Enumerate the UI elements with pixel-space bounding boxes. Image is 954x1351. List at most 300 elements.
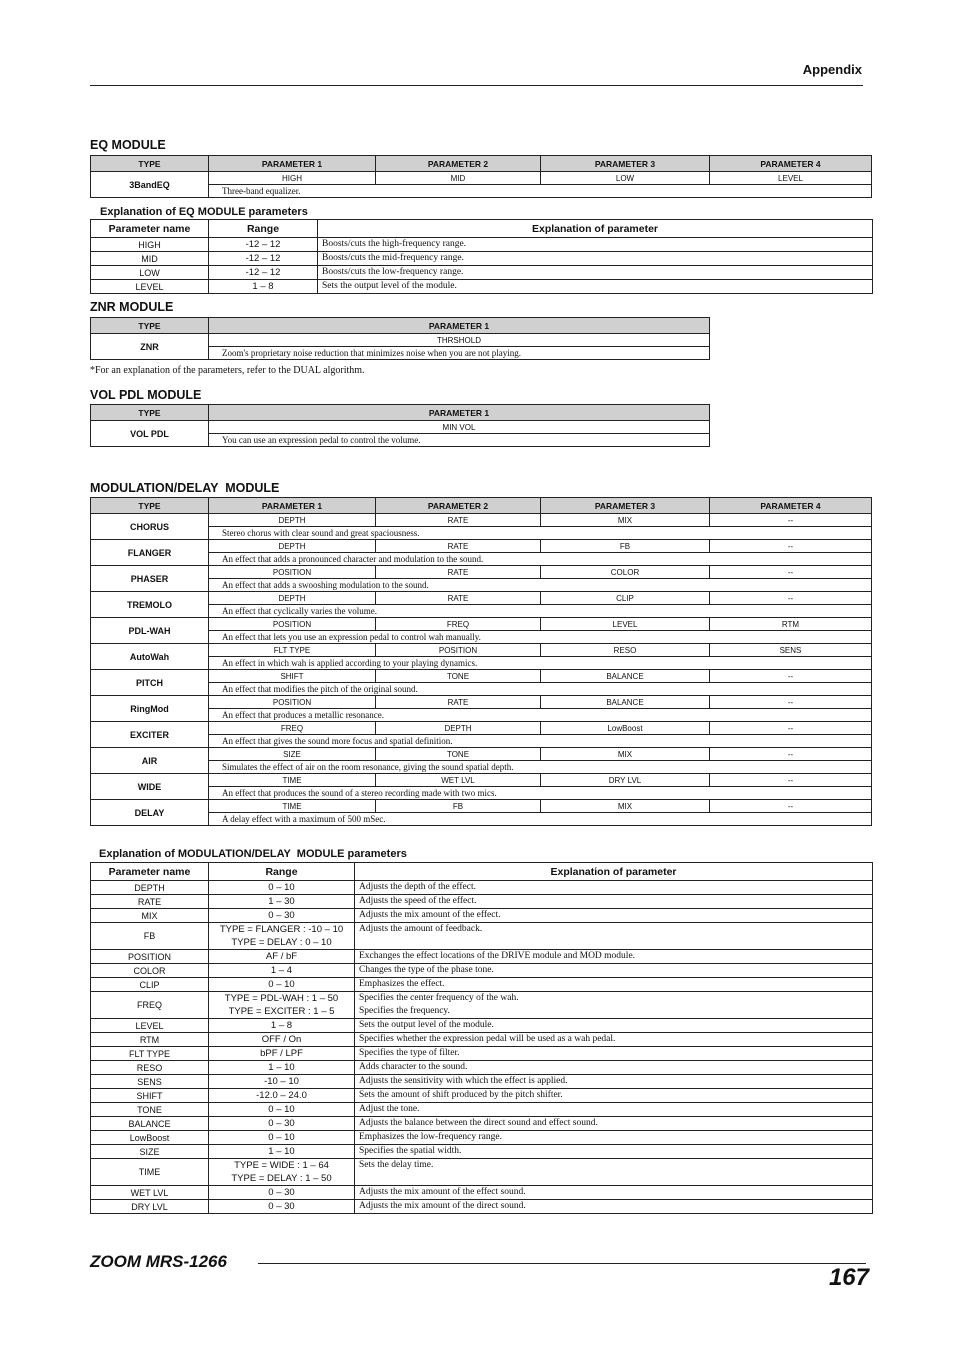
parameter-cell: MIN VOL — [209, 421, 710, 434]
parameter-cell: -- — [710, 670, 872, 683]
explanation-line: Adjust the tone. — [359, 1104, 420, 1114]
column-header: PARAMETER 1 — [209, 405, 710, 421]
parameter-range — [209, 1061, 355, 1075]
range-line: -12 – 12 — [245, 253, 281, 264]
range-line: 0 – 30 — [268, 1201, 295, 1212]
parameter-explanation — [355, 909, 873, 923]
parameter-cell: THRSHOLD — [209, 334, 710, 347]
table-row — [91, 1103, 873, 1117]
parameter-name: DRY LVL — [91, 1200, 209, 1214]
parameter-range — [209, 964, 355, 978]
explanation-line: Adjusts the amount of feedback. — [359, 924, 483, 934]
znr-note: *For an explanation of the parameters, refer to the DUAL algorithm. — [90, 365, 365, 376]
parameter-explanation — [355, 1186, 873, 1200]
parameter-cell: -- — [710, 800, 872, 813]
parameter-cell: -- — [710, 540, 872, 553]
parameter-explanation — [355, 1103, 873, 1117]
range-line: TYPE = PDL-WAH : 1 – 50 — [224, 993, 339, 1004]
parameter-name: RESO — [91, 1061, 209, 1075]
parameter-name: POSITION — [91, 950, 209, 964]
table-row — [91, 238, 873, 252]
parameter-cell: -- — [710, 722, 872, 735]
explanation-line: Adjusts the depth of the effect. — [359, 882, 476, 892]
effect-type-name: PDL-WAH — [91, 618, 209, 644]
range-line: 1 – 30 — [268, 896, 295, 907]
effect-description: An effect that lets you use an expression pedal to control wah manually. — [209, 631, 872, 644]
parameter-range — [209, 252, 318, 266]
table-row — [91, 1019, 873, 1033]
table-row — [91, 909, 873, 923]
parameter-cell: MIX — [541, 748, 710, 761]
parameter-name: LEVEL — [91, 1019, 209, 1033]
parameter-cell: TIME — [209, 774, 376, 787]
parameter-name: SIZE — [91, 1145, 209, 1159]
parameter-name: MID — [91, 252, 209, 266]
table-row — [91, 1061, 873, 1075]
parameter-cell: DEPTH — [209, 592, 376, 605]
effect-type-name: 3BandEQ — [91, 172, 209, 198]
table-row — [91, 334, 710, 347]
table-row — [91, 644, 872, 657]
parameter-cell: TIME — [209, 800, 376, 813]
parameter-cell: MIX — [541, 800, 710, 813]
explanation-line: Sets the output level of the module. — [359, 1020, 494, 1030]
table-row — [91, 1159, 873, 1186]
table-row — [91, 566, 872, 579]
column-header: PARAMETER 3 — [541, 498, 710, 514]
parameter-name: TONE — [91, 1103, 209, 1117]
parameter-explanation — [355, 1117, 873, 1131]
parameter-name: LEVEL — [91, 280, 209, 294]
parameter-name: LOW — [91, 266, 209, 280]
table-row — [91, 964, 873, 978]
table-row — [91, 1131, 873, 1145]
effect-description: An effect in which wah is applied according to your playing dynamics. — [209, 657, 872, 670]
parameter-name: FB — [91, 923, 209, 950]
table-row-description — [91, 709, 872, 722]
range-line: 1 – 10 — [268, 1062, 295, 1073]
effect-type-name: FLANGER — [91, 540, 209, 566]
parameter-cell: DRY LVL — [541, 774, 710, 787]
effect-description: Three-band equalizer. — [209, 185, 872, 198]
parameter-explanation — [355, 1200, 873, 1214]
effect-type-name: PHASER — [91, 566, 209, 592]
column-header: PARAMETER 2 — [376, 156, 541, 172]
table-row — [91, 748, 872, 761]
parameter-explanation — [318, 252, 873, 266]
parameter-cell: FB — [376, 800, 541, 813]
eq-type-table — [90, 155, 872, 198]
parameter-cell: POSITION — [209, 566, 376, 579]
parameter-range — [209, 909, 355, 923]
parameter-cell: FREQ — [376, 618, 541, 631]
parameter-cell: BALANCE — [541, 696, 710, 709]
column-header: PARAMETER 4 — [710, 498, 872, 514]
explanation-line: Adds character to the sound. — [359, 1062, 468, 1072]
effect-description: A delay effect with a maximum of 500 mSec. — [209, 813, 872, 826]
parameter-explanation — [355, 1047, 873, 1061]
table-row — [91, 1033, 873, 1047]
table-row — [91, 696, 872, 709]
parameter-cell: RESO — [541, 644, 710, 657]
table-row — [91, 514, 872, 527]
column-header: TYPE — [91, 318, 209, 334]
effect-description: An effect that produces a metallic resonance. — [209, 709, 872, 722]
table-row-description — [91, 631, 872, 644]
explanation-line: Specifies the frequency. — [359, 1006, 450, 1016]
parameter-name: HIGH — [91, 238, 209, 252]
parameter-explanation — [355, 1019, 873, 1033]
explanation-line: Adjusts the mix amount of the effect. — [359, 910, 501, 920]
parameter-name: FREQ — [91, 992, 209, 1019]
explanation-line: Changes the type of the phase tone. — [359, 965, 494, 975]
table-row — [91, 540, 872, 553]
effect-type-name: VOL PDL — [91, 421, 209, 447]
parameter-range — [209, 1075, 355, 1089]
parameter-cell: DEPTH — [376, 722, 541, 735]
parameter-cell: CLIP — [541, 592, 710, 605]
parameter-cell: HIGH — [209, 172, 376, 185]
parameter-name: RATE — [91, 895, 209, 909]
parameter-name: RTM — [91, 1033, 209, 1047]
parameter-cell: FB — [541, 540, 710, 553]
parameter-name: FLT TYPE — [91, 1047, 209, 1061]
parameter-cell: DEPTH — [209, 514, 376, 527]
table-row — [91, 1200, 873, 1214]
range-line: bPF / LPF — [260, 1048, 303, 1059]
footer-rule — [258, 1263, 866, 1264]
parameter-explanation — [318, 238, 873, 252]
table-row-description — [91, 761, 872, 774]
parameter-cell: RATE — [376, 514, 541, 527]
range-line: -12.0 – 24.0 — [256, 1090, 307, 1101]
mod-delay-parameter-table — [90, 862, 873, 1214]
parameter-cell: MIX — [541, 514, 710, 527]
table-row-description — [91, 605, 872, 618]
parameter-name: SENS — [91, 1075, 209, 1089]
parameter-range — [209, 238, 318, 252]
range-line: 1 – 8 — [252, 281, 274, 292]
effect-type-name: ZNR — [91, 334, 209, 360]
column-header: Parameter name — [91, 220, 209, 238]
parameter-cell: POSITION — [209, 618, 376, 631]
effect-description: An effect that adds a swooshing modulation to the sound. — [209, 579, 872, 592]
table-row-description — [91, 735, 872, 748]
explanation-line: Adjusts the speed of the effect. — [359, 896, 477, 906]
table-row — [91, 774, 872, 787]
parameter-cell: -- — [710, 592, 872, 605]
parameter-explanation — [355, 1089, 873, 1103]
column-header: PARAMETER 2 — [376, 498, 541, 514]
explanation-line: Sets the amount of shift produced by the pitch shifter. — [359, 1090, 563, 1100]
range-line: 0 – 30 — [268, 910, 295, 921]
effect-type-name: DELAY — [91, 800, 209, 826]
table-row — [91, 252, 873, 266]
parameter-cell: DEPTH — [209, 540, 376, 553]
column-header: TYPE — [91, 156, 209, 172]
table-row — [91, 172, 872, 185]
table-row-description — [91, 185, 872, 198]
parameter-cell: SIZE — [209, 748, 376, 761]
parameter-cell: TONE — [376, 748, 541, 761]
eq-module-title: EQ MODULE — [90, 138, 166, 152]
effect-description: An effect that produces the sound of a stereo recording made with two mics. — [209, 787, 872, 800]
parameter-name: MIX — [91, 909, 209, 923]
table-row — [91, 800, 872, 813]
explanation-line: Specifies whether the expression pedal will be used as a wah pedal. — [359, 1034, 616, 1044]
column-header: PARAMETER 3 — [541, 156, 710, 172]
parameter-explanation — [355, 1075, 873, 1089]
column-header: Parameter name — [91, 863, 209, 881]
parameter-range — [209, 280, 318, 294]
range-line: 1 – 10 — [268, 1146, 295, 1157]
column-header: PARAMETER 1 — [209, 498, 376, 514]
vol-pdl-module-title: VOL PDL MODULE — [90, 388, 202, 402]
parameter-cell: LEVEL — [710, 172, 872, 185]
parameter-cell: -- — [710, 566, 872, 579]
parameter-explanation — [318, 266, 873, 280]
range-line: 0 – 10 — [268, 979, 295, 990]
effect-type-name: TREMOLO — [91, 592, 209, 618]
parameter-explanation — [355, 1159, 873, 1186]
parameter-cell: RATE — [376, 696, 541, 709]
parameter-range — [209, 895, 355, 909]
explanation-line: Adjusts the sensitivity with which the effect is applied. — [359, 1076, 568, 1086]
parameter-explanation — [355, 1131, 873, 1145]
effect-type-name: AIR — [91, 748, 209, 774]
table-row — [91, 895, 873, 909]
column-header: PARAMETER 1 — [209, 318, 710, 334]
page-number: 167 — [828, 1264, 869, 1291]
parameter-range — [209, 881, 355, 895]
table-row — [91, 978, 873, 992]
parameter-range — [209, 1103, 355, 1117]
parameter-range — [209, 1117, 355, 1131]
range-line: -10 – 10 — [264, 1076, 299, 1087]
parameter-range — [209, 978, 355, 992]
effect-description: Zoom's proprietary noise reduction that minimizes noise when you are not playing. — [209, 347, 710, 360]
table-row — [91, 1117, 873, 1131]
parameter-cell: POSITION — [376, 644, 541, 657]
parameter-range — [209, 1047, 355, 1061]
parameter-cell: FREQ — [209, 722, 376, 735]
vol-pdl-type-table — [90, 404, 710, 447]
explanation-line: Exchanges the effect locations of the DRIVE module and MOD module. — [359, 951, 636, 961]
header-rule — [90, 85, 863, 86]
parameter-name: COLOR — [91, 964, 209, 978]
parameter-explanation — [318, 280, 873, 294]
table-row-description — [91, 657, 872, 670]
parameter-range — [209, 1159, 355, 1186]
explanation-line: Adjusts the mix amount of the direct sound. — [359, 1201, 526, 1211]
parameter-cell: COLOR — [541, 566, 710, 579]
parameter-name: WET LVL — [91, 1186, 209, 1200]
range-line: 0 – 30 — [268, 1118, 295, 1129]
table-row-description — [91, 579, 872, 592]
table-row — [91, 1186, 873, 1200]
range-line: TYPE = FLANGER : -10 – 10 — [219, 924, 344, 935]
parameter-cell: -- — [710, 696, 872, 709]
table-row — [91, 266, 873, 280]
parameter-cell: MID — [376, 172, 541, 185]
range-line: -12 – 12 — [245, 267, 281, 278]
footer-model-name: ZOOM MRS-1266 — [90, 1252, 227, 1271]
mod-delay-module-title: MODULATION/DELAY MODULE — [90, 481, 280, 495]
parameter-explanation — [355, 1033, 873, 1047]
explanation-line: Adjusts the mix amount of the effect sound. — [359, 1187, 526, 1197]
parameter-range — [209, 1131, 355, 1145]
parameter-range — [209, 266, 318, 280]
mod-delay-explanation-title: Explanation of MODULATION/DELAY MODULE parameters — [99, 848, 407, 860]
table-row — [91, 592, 872, 605]
parameter-range — [209, 1186, 355, 1200]
parameter-range — [209, 1145, 355, 1159]
table-row-description — [91, 527, 872, 540]
parameter-cell: SHIFT — [209, 670, 376, 683]
column-header: PARAMETER 1 — [209, 156, 376, 172]
effect-description: An effect that modifies the pitch of the original sound. — [209, 683, 872, 696]
parameter-name: BALANCE — [91, 1117, 209, 1131]
column-header: Range — [209, 220, 318, 238]
parameter-cell: LEVEL — [541, 618, 710, 631]
parameter-cell: LowBoost — [541, 722, 710, 735]
explanation-line: Specifies the center frequency of the wah. — [359, 993, 519, 1003]
parameter-cell: RATE — [376, 566, 541, 579]
parameter-range — [209, 950, 355, 964]
table-row — [91, 722, 872, 735]
parameter-explanation — [355, 978, 873, 992]
parameter-explanation — [355, 964, 873, 978]
range-line: TYPE = DELAY : 0 – 10 — [231, 937, 332, 948]
parameter-range — [209, 1019, 355, 1033]
parameter-range — [209, 1200, 355, 1214]
explanation-line: Emphasizes the low-frequency range. — [359, 1132, 502, 1142]
parameter-cell: RATE — [376, 540, 541, 553]
parameter-range — [209, 1033, 355, 1047]
effect-type-name: PITCH — [91, 670, 209, 696]
parameter-name: LowBoost — [91, 1131, 209, 1145]
mod-delay-type-table — [90, 497, 872, 826]
range-line: AF / bF — [265, 951, 298, 962]
range-line: 0 – 10 — [268, 1132, 295, 1143]
section-header: Appendix — [802, 62, 862, 77]
range-line: TYPE = DELAY : 1 – 50 — [231, 1173, 332, 1184]
parameter-cell: POSITION — [209, 696, 376, 709]
table-row — [91, 421, 710, 434]
table-row — [91, 881, 873, 895]
explanation-line: Adjusts the balance between the direct sound and effect sound. — [359, 1118, 598, 1128]
explanation-line: Sets the output level of the module. — [322, 281, 457, 291]
table-row — [91, 992, 873, 1019]
parameter-explanation — [355, 1145, 873, 1159]
range-line: TYPE = EXCITER : 1 – 5 — [228, 1006, 335, 1017]
parameter-range — [209, 923, 355, 950]
parameter-explanation — [355, 923, 873, 950]
effect-type-name: WIDE — [91, 774, 209, 800]
explanation-line: Specifies the type of filter. — [359, 1048, 460, 1058]
table-row — [91, 670, 872, 683]
explanation-line: Boosts/cuts the mid-frequency range. — [322, 253, 464, 263]
parameter-cell: -- — [710, 748, 872, 761]
table-row — [91, 1075, 873, 1089]
effect-description: An effect that cyclically varies the volume. — [209, 605, 872, 618]
column-header: PARAMETER 4 — [710, 156, 872, 172]
effect-description: An effect that gives the sound more focus and spatial definition. — [209, 735, 872, 748]
parameter-name: CLIP — [91, 978, 209, 992]
range-line: 1 – 8 — [270, 1020, 293, 1031]
range-line: TYPE = WIDE : 1 – 64 — [234, 1160, 329, 1171]
effect-description: An effect that adds a pronounced character and modulation to the sound. — [209, 553, 872, 566]
explanation-line: Boosts/cuts the low-frequency range. — [322, 267, 464, 277]
znr-module-title: ZNR MODULE — [90, 300, 174, 314]
parameter-explanation — [355, 1061, 873, 1075]
parameter-cell: BALANCE — [541, 670, 710, 683]
parameter-explanation — [355, 950, 873, 964]
table-row-description — [91, 787, 872, 800]
explanation-line: Boosts/cuts the high-frequency range. — [322, 239, 467, 249]
effect-type-name: AutoWah — [91, 644, 209, 670]
parameter-cell: RATE — [376, 592, 541, 605]
effect-type-name: CHORUS — [91, 514, 209, 540]
range-line: 0 – 30 — [268, 1187, 295, 1198]
table-row-description — [91, 813, 872, 826]
column-header: TYPE — [91, 498, 209, 514]
explanation-line: Emphasizes the effect. — [359, 979, 445, 989]
table-row-description — [91, 553, 872, 566]
column-header: Range — [209, 863, 355, 881]
range-line: 0 – 10 — [268, 882, 295, 893]
range-line: OFF / On — [261, 1034, 302, 1045]
column-header: TYPE — [91, 405, 209, 421]
effect-description: Stereo chorus with clear sound and great spaciousness. — [209, 527, 872, 540]
table-row — [91, 280, 873, 294]
column-header: Explanation of parameter — [318, 220, 873, 238]
explanation-line: Sets the delay time. — [359, 1160, 434, 1170]
parameter-cell: -- — [710, 514, 872, 527]
effect-type-name: RingMod — [91, 696, 209, 722]
parameter-explanation — [355, 992, 873, 1019]
explanation-line: Specifies the spatial width. — [359, 1146, 462, 1156]
parameter-cell: SENS — [710, 644, 872, 657]
table-row — [91, 950, 873, 964]
table-row — [91, 1089, 873, 1103]
table-row — [91, 618, 872, 631]
table-row — [91, 1047, 873, 1061]
table-row-description — [91, 683, 872, 696]
parameter-cell: LOW — [541, 172, 710, 185]
column-header: Explanation of parameter — [355, 863, 873, 881]
parameter-range — [209, 992, 355, 1019]
znr-type-table — [90, 317, 710, 360]
parameter-cell: RTM — [710, 618, 872, 631]
parameter-name: SHIFT — [91, 1089, 209, 1103]
effect-type-name: EXCITER — [91, 722, 209, 748]
parameter-cell: FLT TYPE — [209, 644, 376, 657]
effect-description: Simulates the effect of air on the room resonance, giving the sound spatial depth. — [209, 761, 872, 774]
parameter-explanation — [355, 895, 873, 909]
parameter-name: DEPTH — [91, 881, 209, 895]
table-row — [91, 1145, 873, 1159]
parameter-name: TIME — [91, 1159, 209, 1186]
parameter-cell: -- — [710, 774, 872, 787]
parameter-explanation — [355, 881, 873, 895]
range-line: -12 – 12 — [245, 239, 281, 250]
eq-explanation-title: Explanation of EQ MODULE parameters — [100, 206, 308, 218]
effect-description: You can use an expression pedal to control the volume. — [209, 434, 710, 447]
table-row — [91, 923, 873, 950]
parameter-cell: TONE — [376, 670, 541, 683]
parameter-cell: WET LVL — [376, 774, 541, 787]
